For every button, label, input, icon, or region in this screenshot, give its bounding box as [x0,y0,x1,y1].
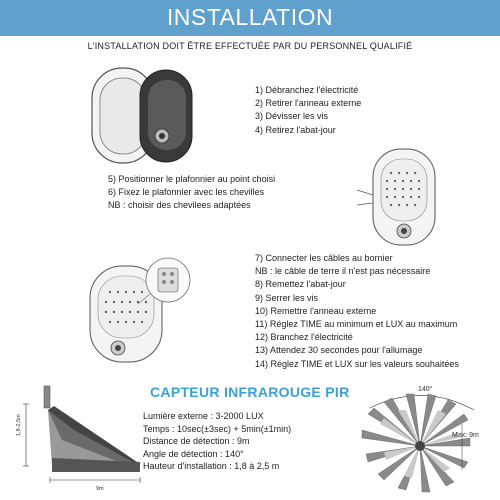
page-title: INSTALLATION [166,4,334,30]
step-4: 4) Retirez l'abat-jour [255,124,336,135]
top-max-distance-label: Max: 9m [452,432,479,439]
step-14: 14) Réglez TIME et LUX sur les valeurs souhaitées [255,358,459,369]
step-12: 12) Branchez l'électricité [255,332,353,343]
step-2: 2) Retirer l'anneau externe [255,98,362,109]
spec-detection-angle: Angle de détection : 140° [143,448,244,459]
fixture-disassembly-illustration [82,60,202,170]
fixture-mounting-illustration [355,145,445,250]
step-10: 10) Remettre l'anneau externe [255,305,377,316]
step-5: 5) Positionner le plafonnier au point choisi [108,174,276,184]
sensor-specs [143,410,291,473]
top-view-detection-diagram [350,388,475,498]
spec-time: Temps : 10sec(±3sec) + 5min(±1min) [143,423,292,434]
step-1: 1) Débranchez l'électricité [255,85,359,95]
side-height-label: 1,8-2,5m [16,414,22,436]
fixture-wiring-illustration [88,258,198,366]
step-11: 11) Réglez TIME au minimum et LUX au maximum [255,319,458,330]
side-distance-label: 9m [96,486,104,492]
step-9: 9) Serrer les vis [255,292,319,303]
sensor-section-title: CAPTEUR INFRAROUGE PIR [150,384,350,400]
step-7: 7) Connecter les câbles au bornier [255,253,393,263]
steps-group-wiring [255,252,459,371]
step-note-anchors: NB : choisir des chevilees adaptées [108,200,251,211]
spec-detection-distance: Distance de détection : 9m [143,436,250,446]
step-note-earth: NB : le câble de terre il n'est pas nécessaire [255,266,431,277]
spec-external-light: Lumière externe : 3-2000 LUX [143,411,264,421]
top-angle-label: 140° [418,386,433,393]
step-13: 13) Attendez 30 secondes pour l'allumage [255,345,423,356]
step-3: 3) Dévisser les vis [255,111,329,122]
step-6: 6) Fixez le plafonnier avec les chevilles [108,187,265,198]
step-8: 8) Remettez l'abat-jour [255,279,346,290]
steps-group-mounting [108,173,275,213]
steps-group-removal [255,84,361,137]
spec-installation-height: Hauteur d'installation : 1,8 à 2,5 m [143,461,280,471]
page-subtitle: L'INSTALLATION DOIT ÊTRE EFFECTUÉE PAR DU PERSONNEL QUALIFIÉ [87,41,413,51]
side-view-detection-diagram [14,380,144,490]
